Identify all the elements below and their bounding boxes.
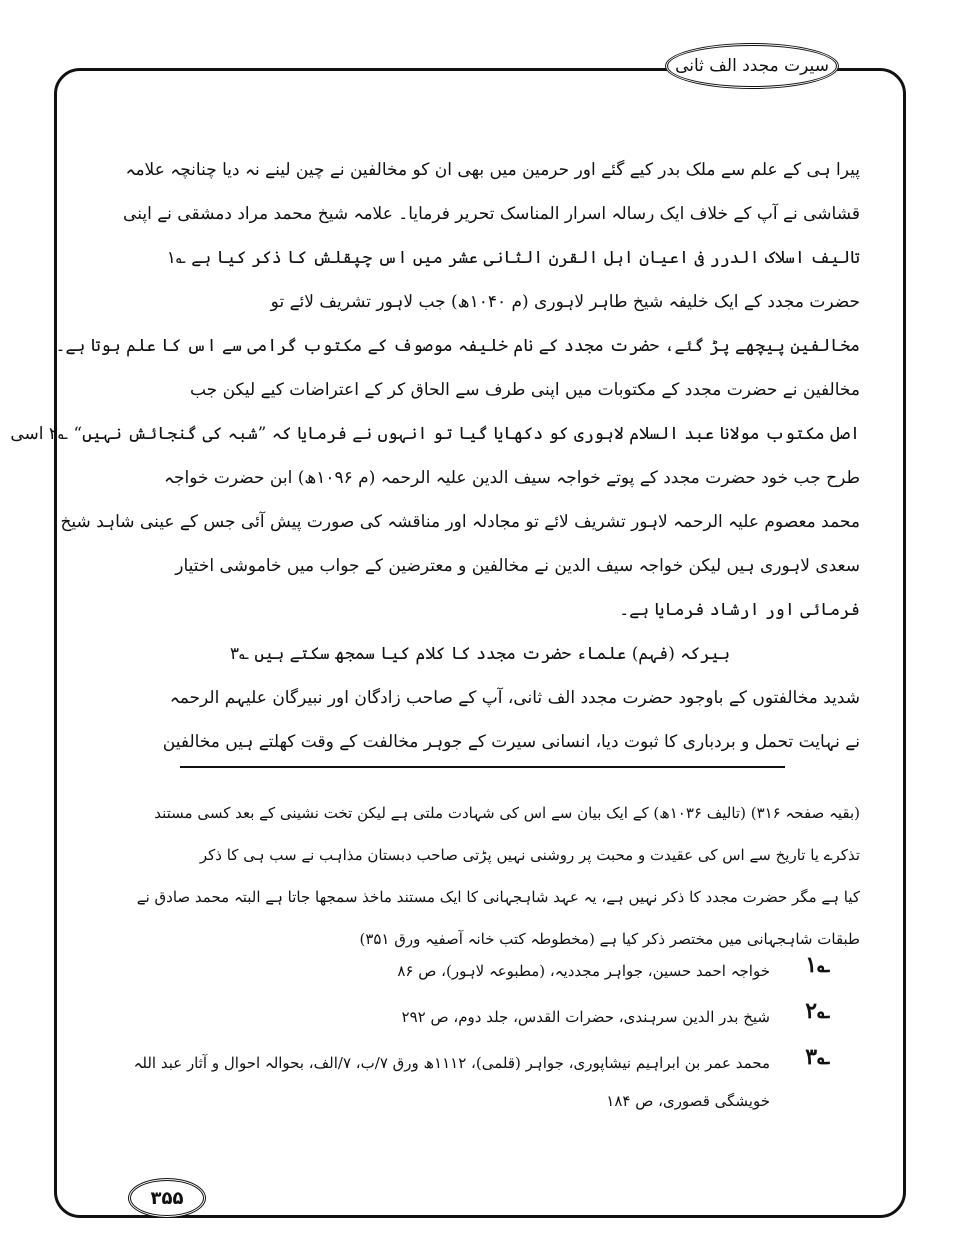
main-line: حضرت مجدد کے ایک خلیفہ شیخ طاہر لاہوری (م ۱۰۴۰ھ) جب لاہور تشریف لائے تو	[270, 292, 860, 312]
reference-number: ؎۳	[805, 1044, 830, 1070]
header-title: سیرت مجدد الف ثانی	[675, 56, 829, 76]
main-line: مخالفین نے حضرت مجدد کے مکتوبات میں اپنی طرف سے الحاق کر کے اعتراضات کیے لیکن جب	[189, 380, 860, 400]
footnote-continuation	[100, 792, 860, 960]
main-line: فرمائی اور ارشاد فرمایا ہے۔	[619, 600, 860, 620]
main-line: تالیف اسلاک الدرر فی اعیان اہل القرن الثانی عشر میں اس چپقلش کا ذکر کیا ہے ؎۱	[166, 248, 860, 268]
main-line: قشاشی نے آپ کے خلاف ایک رسالہ اسرار المناسک تحریر فرمایا۔ علامہ شیخ محمد مراد دمشقی نے اپنی	[123, 204, 860, 224]
reference-item	[120, 998, 830, 1044]
page-number-oval	[128, 1178, 206, 1218]
reference-number: ؎۲	[805, 998, 830, 1024]
main-line: پیرا ہی کے علم سے ملک بدر کیے گئے اور حرمین میں بھی ان کو مخالفین نے چین لینے نہ دیا چنانچہ علامہ	[125, 160, 860, 180]
reference-list	[120, 952, 830, 1120]
reference-item	[120, 1044, 830, 1120]
footnote-line: تذکرے یا تاریخ سے اس کی عقیدت و محبت پر روشنی نہیں پڑتی صاحب دبستان مذاہب نے سب ہی کا ذکر	[199, 846, 860, 864]
footnote-divider	[180, 766, 785, 768]
reference-text: محمد عمر بن ابراہیم نیشاپوری، جواہر (قلمی)، ۱۱۱۲ھ ورق ۷/ب، ۷/الف، بحوالہ احوال و آثار عبد اللہ خویشگی قصوری، ص ۱۸۴	[133, 1054, 770, 1110]
footnote-line: کیا ہے مگر حضرت مجدد کا ذکر نہیں ہے، یہ عہد شاہجہانی کا ایک مستند ماخذ سمجھا جاتا ہے البتہ محمد صادق نے	[136, 888, 860, 906]
main-line: محمد معصوم علیہ الرحمہ لاہور تشریف لائے تو مجادلہ اور مناقشہ کی صورت پیش آئی جس کے عینی شاہد شیخ	[60, 512, 860, 532]
running-header	[665, 43, 839, 89]
main-line: نے نہایت تحمل و بردباری کا ثبوت دیا، انسانی سیرت کے جوہر مخالفت کے وقت کھلتے ہیں مخالفین	[162, 732, 860, 752]
footnote-line: (بقیہ صفحہ ۳۱۶) (تالیف ۱۰۳۶ھ) کے ایک بیان سے اس کی شہادت ملتی ہے لیکن تخت نشینی کے بعد کسی مستند	[154, 804, 860, 822]
quote-line: بیرکہ (فہم) علماء حضرت مجدد کا کلام کیا سمجھ سکتے ہیں ؎۳	[229, 644, 731, 664]
main-line: اصل مکتوب مولانا عبد السلام لاہوری کو دکھایا گیا تو انہوں نے فرمایا کہ ”شبہ کی گنجائش نہیں“ ؎۲ اسی	[10, 424, 860, 444]
main-text	[10, 148, 860, 764]
footnote-line: طبقات شاہجہانی میں مختصر ذکر کیا ہے (مخطوطہ کتب خانہ آصفیہ ورق ۳۵۱)	[359, 930, 860, 948]
reference-item	[120, 952, 830, 998]
main-line: سعدی لاہوری ہیں لیکن خواجہ سیف الدین نے مخالفین و معترضین کے جواب میں خاموشی اختیار	[175, 556, 860, 576]
main-line: شدید مخالفتوں کے باوجود حضرت مجدد الف ثانی، آپ کے صاحب زادگان اور نبیرگان علیہم الرحمہ	[169, 688, 860, 708]
main-line: طرح جب خود حضرت مجدد کے پوتے خواجہ سیف الدین علیہ الرحمہ (م ۱۰۹۶ھ) ابن حضرت خواجہ	[164, 468, 860, 488]
page-number: ۳۵۵	[150, 1187, 184, 1209]
main-line: مخالفین پیچھے پڑ گئے، حضرت مجدد کے نام خلیفہ موصوف کے مکتوب گرامی سے اس کا علم ہوتا ہے۔	[55, 336, 860, 356]
reference-text: خواجہ احمد حسین، جواہر مجددیہ، (مطبوعہ لاہور)، ص ۸۶	[397, 962, 770, 980]
reference-text: شیخ بدر الدین سرہندی، حضرات القدس، جلد دوم، ص ۲۹۲	[401, 1008, 770, 1026]
reference-number: ؎۱	[805, 952, 830, 978]
